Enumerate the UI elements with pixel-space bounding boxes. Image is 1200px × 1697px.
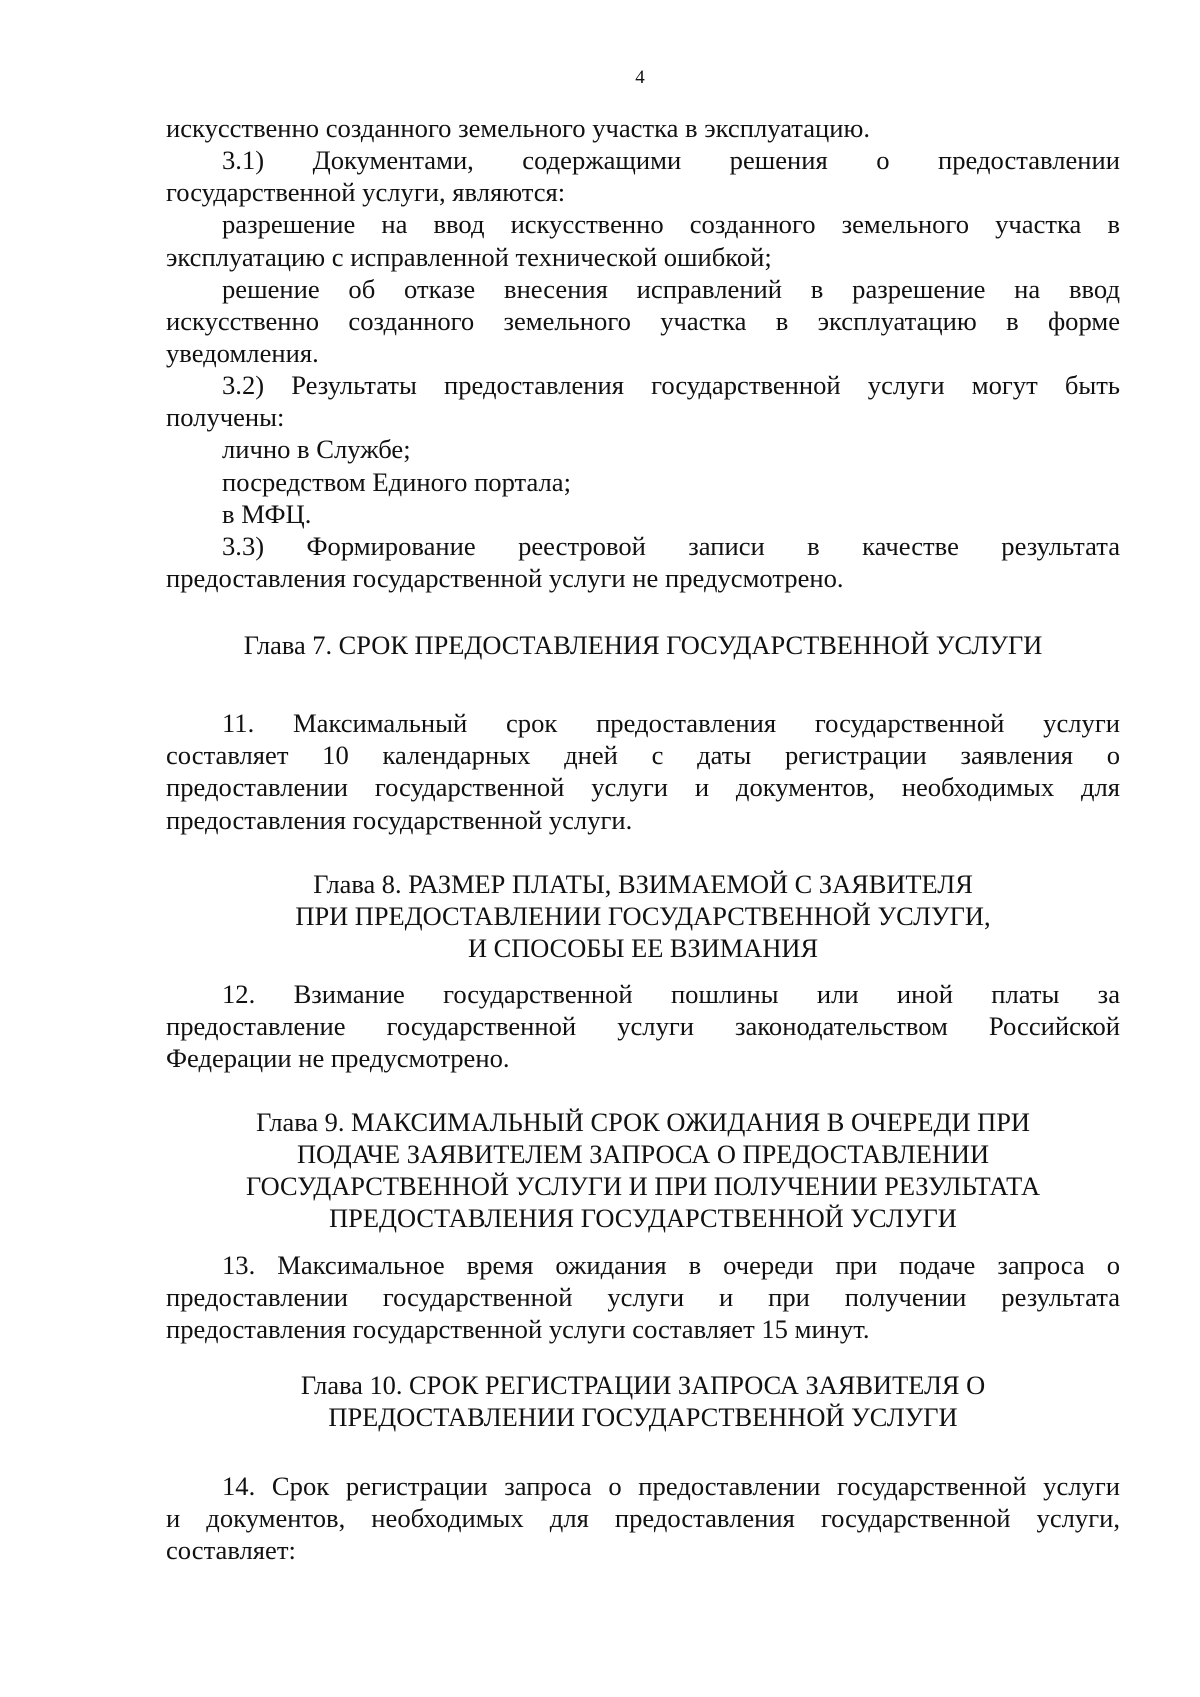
p13-line-2: предоставлении государственной услуги и при получении результата: [166, 1282, 1120, 1313]
chapter-10-line-1: Глава 10. СРОК РЕГИСТРАЦИИ ЗАПРОСА ЗАЯВИТЕЛЯ О: [300, 1370, 986, 1400]
p12-line-2: предоставление государственной услуги законодательством Российской: [166, 1011, 1120, 1042]
p14-line-2: и документов, необходимых для предоставления государственной услуги,: [166, 1503, 1120, 1534]
paragraph-3-3: [166, 530, 1120, 594]
p33-line-2: предоставления государственной услуги не предусмотрено.: [166, 563, 844, 594]
chapter-8-line-2: ПРИ ПРЕДОСТАВЛЕНИИ ГОСУДАРСТВЕННОЙ УСЛУГИ,: [295, 901, 991, 931]
p32-item-3: в МФЦ.: [222, 498, 312, 529]
chapter-7-title: Глава 7. СРОК ПРЕДОСТАВЛЕНИЯ ГОСУДАРСТВЕННОЙ УСЛУГИ: [243, 630, 1043, 660]
paragraph-14: [166, 1470, 1120, 1567]
p31-item-a-line-1: разрешение на ввод искусственно созданного земельного участка в: [222, 209, 1120, 240]
paragraph-3-1: [166, 144, 1120, 369]
p32-item-1: лично в Службе;: [222, 434, 411, 465]
p31-item-b-line-3: уведомления.: [166, 338, 319, 369]
p32-line-1: 3.2) Результаты предоставления государственной услуги могут быть: [222, 370, 1120, 400]
p13-line-3: предоставления государственной услуги составляет 15 минут.: [166, 1314, 870, 1345]
p31-line-1: 3.1) Документами, содержащими решения о предоставлении: [222, 145, 1120, 175]
paragraph-12: [166, 978, 1120, 1075]
chapter-8-heading: [166, 868, 1120, 964]
intro-paragraph: [166, 112, 1120, 144]
chapter-9-line-3: ГОСУДАРСТВЕННОЙ УСЛУГИ И ПРИ ПОЛУЧЕНИИ РЕЗУЛЬТАТА: [245, 1171, 1041, 1201]
p11-line-2: составляет 10 календарных дней с даты регистрации заявления о: [166, 740, 1120, 771]
p33-line-1: 3.3) Формирование реестровой записи в качестве результата: [222, 531, 1120, 561]
paragraph-13: [166, 1249, 1120, 1346]
p12-line-1: 12. Взимание государственной пошлины или иной платы за: [222, 979, 1120, 1009]
chapter-7-heading: [166, 629, 1120, 661]
p11-line-4: предоставления государственной услуги.: [166, 804, 633, 835]
p31-item-a-line-2: эксплуатацию с исправленной технической ошибкой;: [166, 241, 772, 272]
intro-line-1: искусственно созданного земельного участка в эксплуатацию.: [166, 113, 871, 143]
p12-line-3: Федерации не предусмотрено.: [166, 1043, 510, 1074]
page-number: 4: [635, 67, 645, 88]
chapter-8-line-3: И СПОСОБЫ ЕЕ ВЗИМАНИЯ: [467, 933, 819, 963]
chapter-10-heading: [166, 1369, 1120, 1433]
p14-line-3: составляет:: [166, 1535, 296, 1566]
p11-line-3: предоставлении государственной услуги и документов, необходимых для: [166, 772, 1120, 803]
p31-item-b-line-2: искусственно созданного земельного участка в эксплуатацию в форме: [166, 306, 1120, 337]
paragraph-11: [166, 707, 1120, 836]
paragraph-3-2: [166, 369, 1120, 530]
chapter-9-line-1: Глава 9. МАКСИМАЛЬНЫЙ СРОК ОЖИДАНИЯ В ОЧЕРЕДИ ПРИ: [256, 1107, 1030, 1137]
chapter-9-line-2: ПОДАЧЕ ЗАЯВИТЕЛЕМ ЗАПРОСА О ПРЕДОСТАВЛЕНИИ: [296, 1139, 990, 1169]
p32-line-2: получены:: [166, 402, 285, 433]
p14-line-1: 14. Срок регистрации запроса о предоставлении государственной услуги: [222, 1471, 1120, 1501]
p31-item-b-line-1: решение об отказе внесения исправлений в разрешение на ввод: [222, 273, 1120, 304]
chapter-8-line-1: Глава 8. РАЗМЕР ПЛАТЫ, ВЗИМАЕМОЙ С ЗАЯВИТЕЛЯ: [313, 869, 973, 899]
p11-line-1: 11. Максимальный срок предоставления государственной услуги: [222, 708, 1120, 738]
p31-line-2: государственной услуги, являются:: [166, 177, 566, 208]
p32-item-2: посредством Единого портала;: [222, 466, 571, 497]
chapter-9-line-4: ПРЕДОСТАВЛЕНИЯ ГОСУДАРСТВЕННОЙ УСЛУГИ: [329, 1203, 957, 1233]
chapter-9-heading: [166, 1106, 1120, 1234]
p13-line-1: 13. Максимальное время ожидания в очереди при подаче запроса о: [222, 1250, 1120, 1280]
chapter-10-line-2: ПРЕДОСТАВЛЕНИИ ГОСУДАРСТВЕННОЙ УСЛУГИ: [328, 1402, 958, 1432]
